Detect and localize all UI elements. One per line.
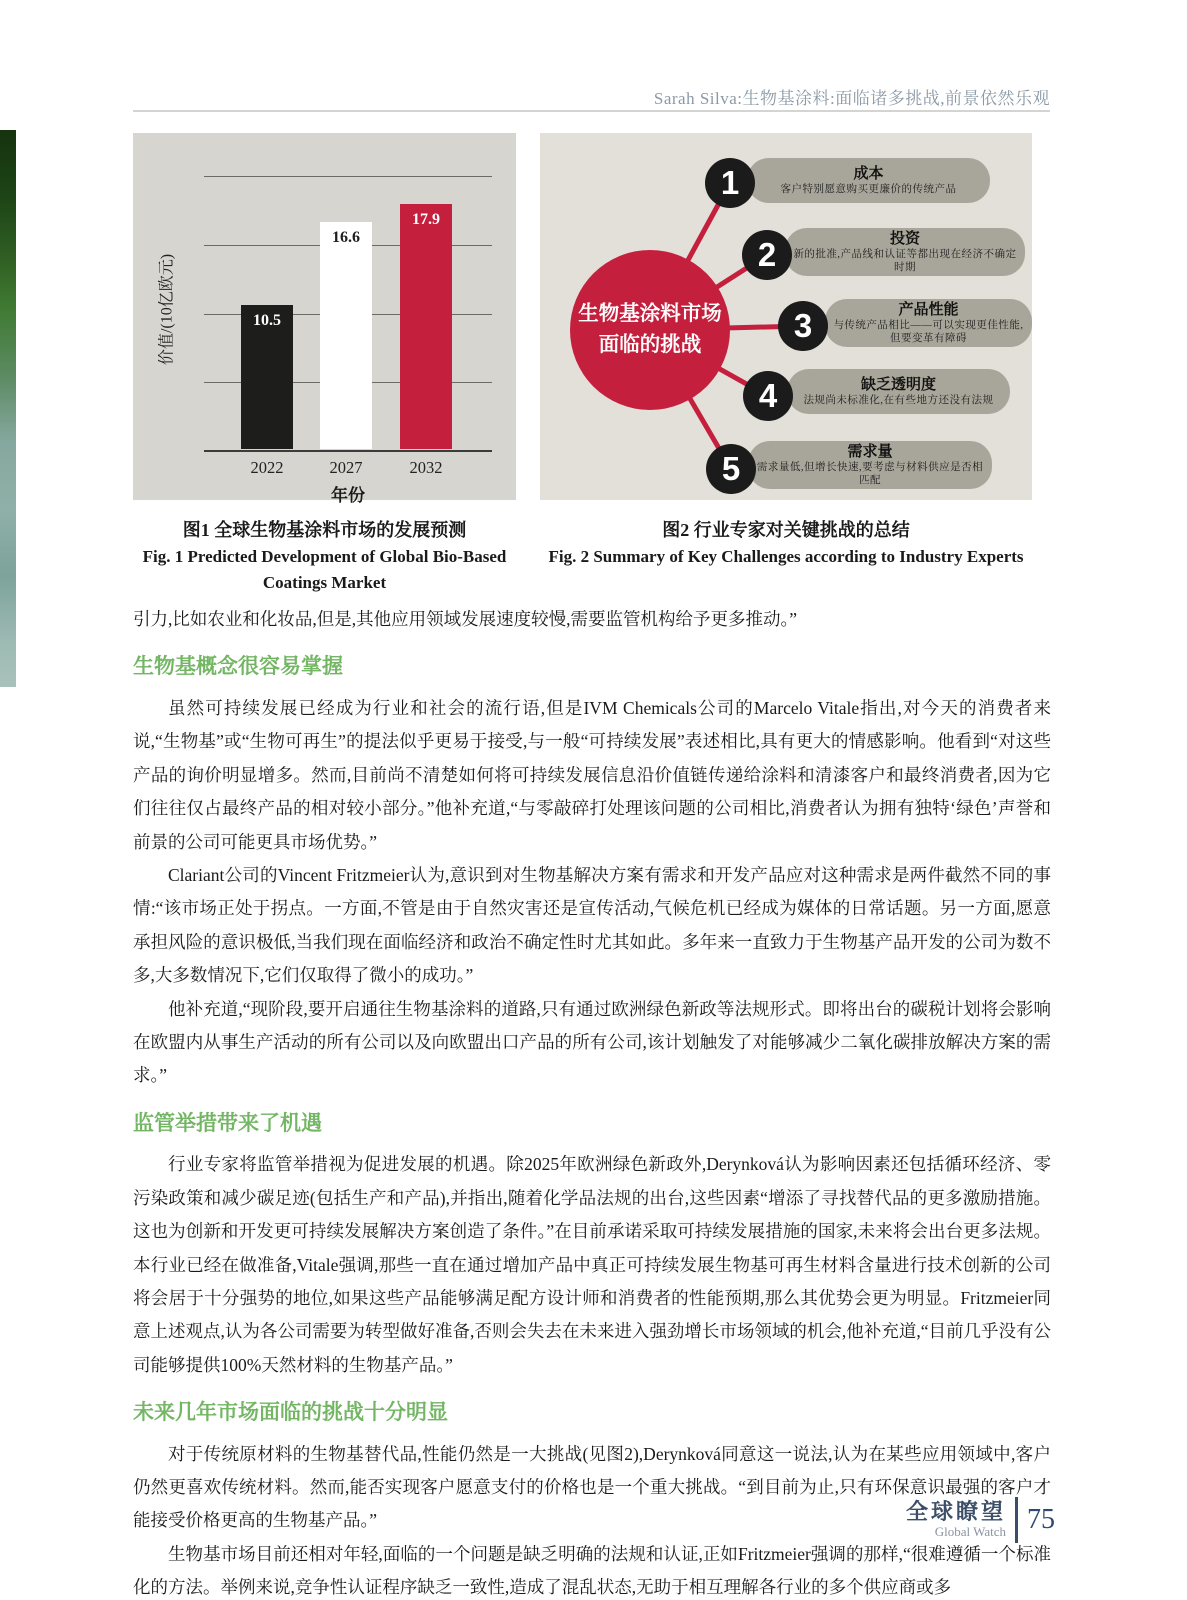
body-paragraph: 虽然可持续发展已经成为行业和社会的流行语,但是IVM Chemicals公司的Marcelo Vitale指出,对今天的消费者来说,“生物基”或“生物可再生”的提法似乎更易于接受,与一般“可持续发展”表述相比,具有更大的情感影响。他看到“对这些产品的询价明显增多。然而,目前尚不清楚如何将可持续发展信息沿价值链传递给涂料和清漆客户和最终消费者,因为它们往往仅占最终产品的相对较小部分。”他补充道,“与零敲碎打处理该问题的公司相比,消费者认为拥有独特‘绿色’声誉和前景的公司可能更具市场优势。” — [133, 697, 1051, 852]
gridline-20 — [204, 176, 492, 177]
challenge-title: 成本 — [853, 165, 884, 182]
figure2-challenges-diagram — [540, 133, 1032, 500]
lead-continuation-paragraph: 引力,比如农业和化妆品,但是,其他应用领域发展速度较慢,需要监管机构给予更多推动。” — [133, 609, 798, 629]
body-paragraph: 他补充道,“现阶段,要开启通往生物基涂料的道路,只有通过欧洲绿色新政等法规形式。即将出台的碳税计划将会影响在欧盟内从事生产活动的所有公司以及向欧盟出口产品的所有公司,该计划触发了对能够减少二氧化碳排放解决方案的需求。” — [133, 998, 1051, 1086]
figure1-caption-en2: Coatings Market — [262, 573, 387, 592]
challenge-bar-transparency — [787, 369, 1010, 414]
bar-value-label: 17.9 — [412, 210, 440, 228]
bar-2022 — [241, 305, 293, 449]
chart-plot-area — [204, 176, 492, 451]
challenge-number-1: 1 — [705, 158, 755, 208]
x-axis-baseline — [204, 450, 492, 452]
challenge-desc: 新的批准,产品线和认证等都出现在经济不确定时期 — [793, 249, 1017, 274]
bar-2027 — [320, 222, 372, 449]
hub-title-line2: 面临的挑战 — [598, 334, 702, 356]
challenge-title: 产品性能 — [898, 301, 959, 318]
challenge-bar-investment — [785, 228, 1025, 276]
section-heading-2: 监管举措带来了机遇 — [133, 1111, 322, 1135]
challenge-number-4: 4 — [743, 371, 793, 421]
figure2-caption-en: Fig. 2 Summary of Key Challenges according to Industry Experts — [548, 547, 1024, 566]
body-paragraph: Clariant公司的Vincent Fritzmeier认为,意识到对生物基解决方案有需求和开发产品应对这种需求是两件截然不同的事情:“该市场正处于拐点。一方面,不管是由于自然灾害还是宣传活动,气候危机已经成为媒体的日常话题。另一方面,愿意承担风险的意识极低,当我们现在面临经济和政治不确定性时尤其如此。多年来一直致力于生物基产品开发的公司为数不多,大多数情况下,它们仅取得了微小的成功。” — [133, 864, 1051, 986]
challenge-desc: 需求量低,但增长快速,要考虑与材料供应是否相匹配 — [756, 462, 984, 487]
bar-value-label: 16.6 — [332, 228, 360, 246]
challenge-title: 投资 — [889, 230, 920, 247]
footer-divider — [1015, 1497, 1018, 1543]
section-heading-3: 未来几年市场面临的挑战十分明显 — [133, 1401, 448, 1425]
body-paragraph: 对于传统原材料的生物基替代品,性能仍然是一大挑战(见图2),Derynková同意这一说法,认为在某些应用领域中,客户仍然更喜欢传统材料。然而,能否实现客户愿意支付的价格也是一个重大挑战。“到目前为止,只有环保意识最强的客户才能接受价格更高的生物基产品。” — [133, 1443, 1051, 1531]
left-edge-photo — [0, 130, 16, 687]
page-footer — [906, 1497, 1055, 1543]
challenge-bar-cost — [747, 158, 990, 203]
figure1-bar-chart — [133, 133, 516, 505]
x-axis-title: 年份 — [331, 486, 365, 505]
body-paragraph: 生物基市场目前还相对年轻,面临的一个问题是缺乏明确的法规和认证,正如Fritzmeier强调的那样,“很难遵循一个标准化的方法。举例来说,竞争性认证程序缺乏一致性,造成了混乱状态,无助于相互理解各行业的多个供应商或多 — [133, 1543, 1051, 1598]
challenge-title: 需求量 — [847, 443, 893, 460]
challenge-number-2: 2 — [742, 230, 792, 280]
figure1-caption — [133, 517, 516, 596]
figure2-caption — [540, 517, 1032, 570]
brand-name-en: Global Watch — [934, 1524, 1006, 1539]
body-paragraph: 行业专家将监管举措视为促进发展的机遇。除2025年欧洲绿色新政外,Derynková认为影响因素还包括循环经济、零污染政策和减少碳足迹(包括生产和产品),并指出,随着化学品法规的出台,这些因素“增添了寻找替代品的更多激励措施。这也为创新和开发更可持续发展解决方案创造了条件。”在目前承诺采取可持续发展措施的国家,未来将会出台更多法规。本行业已经在做准备,Vitale强调,那些一直在通过增加产品中真正可持续发展生物基可再生材料含量进行技术创新的公司将会居于十分强势的地位,如果这些产品能够满足配方设计师和消费者的性能预期,那么其优势会更为明显。Fritzmeier同意上述观点,认为各公司需要为转型做好准备,否则会失去在未来进入强劲增长市场领域的机会,他补充道,“目前几乎没有公司能够提供100%天然材料的生物基产品。” — [133, 1154, 1051, 1375]
magazine-brand — [906, 1500, 1006, 1540]
running-header: Sarah Silva:生物基涂料:面临诸多挑战,前景依然乐观 — [653, 89, 1050, 108]
challenge-desc: 客户特别愿意购买更廉价的传统产品 — [780, 184, 957, 196]
section-heading-1: 生物基概念很容易掌握 — [133, 655, 343, 679]
x-tick-2022: 2022 — [250, 458, 284, 477]
figure2-caption-cn: 图2 行业专家对关键挑战的总结 — [662, 520, 910, 540]
header-rule — [133, 110, 1050, 112]
x-tick-2032: 2032 — [409, 458, 443, 477]
article-body — [133, 603, 1051, 1600]
challenge-number-5: 5 — [706, 444, 756, 494]
figure1-caption-en1: Fig. 1 Predicted Development of Global Bio-Based — [142, 547, 507, 566]
hub-circle — [570, 250, 730, 410]
y-axis-title: 价值/(10亿欧元) — [158, 253, 176, 366]
page-number: 75 — [1027, 1504, 1055, 1535]
challenge-bar-performance — [825, 299, 1032, 347]
bar-2032 — [400, 204, 452, 449]
brand-name-cn: 全球瞭望 — [905, 1499, 1006, 1524]
challenge-desc: 与传统产品相比——可以实现更佳性能,但要变革有障碍 — [833, 320, 1024, 345]
challenge-bar-demand — [748, 441, 992, 489]
challenge-title: 缺乏透明度 — [860, 376, 936, 393]
challenge-number-3: 3 — [778, 301, 828, 351]
bar-value-label: 10.5 — [253, 312, 281, 330]
hub-title-line1: 生物基涂料市场 — [578, 303, 722, 326]
challenge-desc: 法规尚未标准化,在有些地方还没有法规 — [803, 395, 994, 407]
figure1-caption-cn: 图1 全球生物基涂料市场的发展预测 — [182, 520, 467, 540]
x-tick-2027: 2027 — [329, 458, 363, 477]
